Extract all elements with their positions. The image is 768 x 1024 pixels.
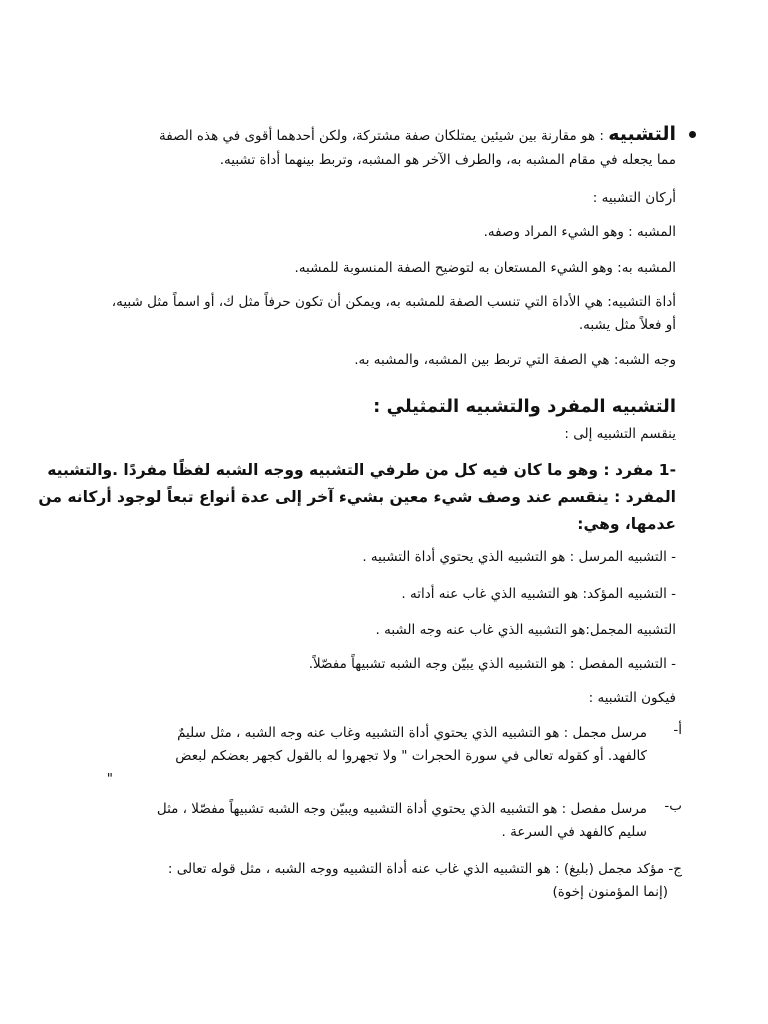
item-a-line-2: كالفهد. أو كقوله تعالى في سورة الحجرات " ولا تجهروا له بالقول كجهر بعضكم لبعض	[175, 748, 647, 764]
item-a-marker: أ-	[673, 722, 682, 738]
type-mujmal: التشبيه المجمل:هو التشبيه الذي غاب عنه وجه الشبه .	[375, 622, 676, 638]
definition-term: التشبيه	[608, 123, 676, 145]
definition-paragraph	[86, 122, 676, 172]
definition-text-1: : هو مقارنة بين شيئين يمتلكان صفة مشتركة، ولكن أحدهما أقوى في هذه الصفة	[159, 128, 609, 144]
section-heading: التشبيه المفرد والتشبيه التمثيلي :	[373, 396, 676, 417]
type-mufassal: - التشبيه المفصل : هو التشبيه الذي يبيّن وجه الشبه تشبيهاً مفصّلاً.	[308, 656, 676, 672]
item-a-line-3: "	[106, 771, 113, 787]
pillar-adah-line-1: أداة التشبيه: هي الأداة التي تنسب الصفة للمشبه به، ويمكن أن تكون حرفاً مثل ك، أو اسماً مثل شبيه،	[111, 294, 676, 310]
item-b-line-2: سليم كالفهد في السرعة .	[501, 824, 647, 840]
pillars-title: أركان التشبيه :	[592, 190, 676, 206]
item-c-line-2: (إنما المؤمنون إخوة)	[552, 884, 668, 900]
item-a-line-1: مرسل مجمل : هو التشبيه الذي يحتوي أداة التشبيه وغاب عنه وجه الشبه ، مثل سليمٌ	[177, 725, 647, 741]
pillar-wajh: وجه الشبه: هي الصفة التي تربط بين المشبه، والمشبه به.	[354, 352, 676, 368]
item-b-line-1: مرسل مفصل : هو التشبيه الذي يحتوي أداة التشبيه ويبيّن وجه الشبه تشبيهاً مفصّلا ، مثل	[156, 801, 647, 817]
pillar-mushabbah-bih: المشبه به: وهو الشيء المستعان به لتوضيح الصفة المنسوبة للمشبه.	[294, 260, 676, 276]
item-c-line-1: ج- مؤكد مجمل (بليغ) : هو التشبيه الذي غاب عنه أداة التشبيه ووجه الشبه ، مثل قوله تعالى :	[167, 861, 682, 877]
pillar-adah-line-2: أو فعلاً مثل يشبه.	[578, 317, 676, 333]
section-intro: ينقسم التشبيه إلى :	[564, 426, 676, 442]
definition-line-1	[86, 122, 676, 148]
type-mursal: - التشبيه المرسل : هو التشبيه الذي يحتوي أداة التشبيه .	[362, 549, 676, 565]
type-muakkad: - التشبيه المؤكد: هو التشبيه الذي غاب عنه أداته .	[401, 586, 676, 602]
bullet-icon	[689, 131, 696, 138]
item-b-marker: ب-	[664, 798, 682, 814]
mufrad-line-3: عدمها، وهي:	[577, 515, 676, 533]
definition-line-2: مما يجعله في مقام المشبه به، والطرف الآخر هو المشبه، وتربط بينهما أداة تشبيه.	[219, 152, 676, 168]
mufrad-line-1: -1 مفرد : وهو ما كان فيه كل من طرفي التشبيه ووجه الشبه لفظًا مفردًا .والتشبيه	[47, 461, 676, 479]
mufrad-line-2: المفرد : ينقسم عند وصف شيء معين بشيء آخر إلى عدة أنواع تبعاً لوجود أركانه من	[38, 488, 676, 506]
yakun-title: فيكون التشبيه :	[588, 690, 676, 706]
pillar-mushabbah: المشبه : وهو الشيء المراد وصفه.	[483, 224, 676, 240]
